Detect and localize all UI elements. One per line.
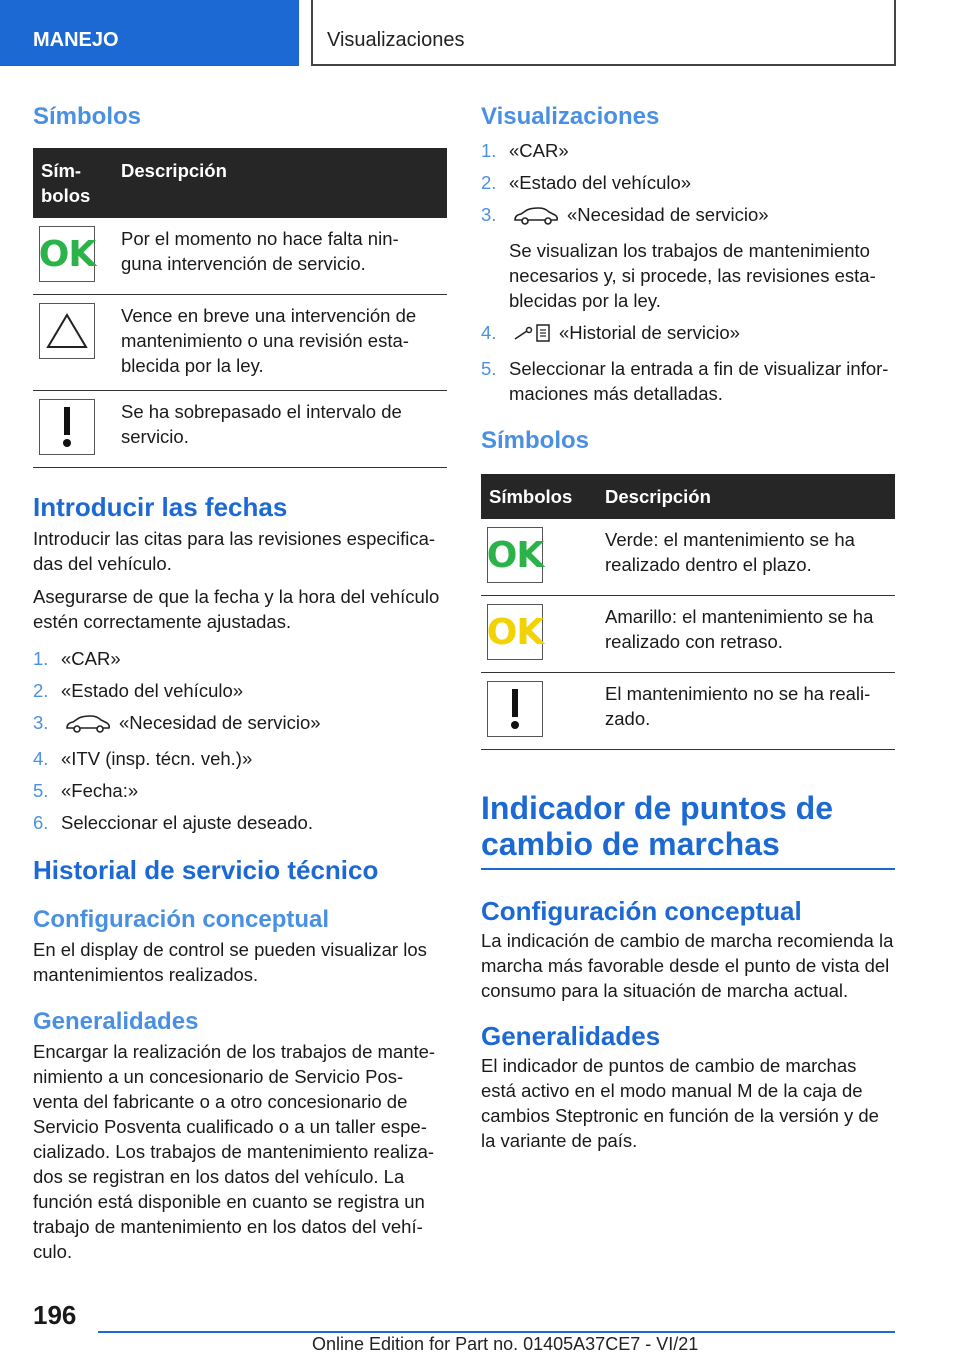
symbols-table-1 (33, 148, 447, 468)
exclamation-icon (487, 681, 543, 737)
table-row (33, 295, 447, 391)
row-description: Vence en breve una intervención de mantenimiento o una revisión esta-blecida por la ley. (113, 295, 447, 391)
list-item (33, 746, 447, 771)
table-row (33, 391, 447, 468)
step-text: «Historial de servicio» (559, 322, 740, 343)
service-history-icon (513, 323, 551, 349)
config-paragraph-2: La indicación de cambio de marcha recomienda la marcha más favorable desde el punto de vista del consumo para la situación de marcha actual. (481, 930, 894, 1001)
list-item (481, 320, 895, 349)
ok-label: OK (486, 611, 544, 653)
chapter-title: Visualizaciones (311, 0, 896, 66)
step-text: «Fecha:» (61, 780, 139, 801)
general-heading-2: Generalidades (481, 1021, 661, 1051)
symbols-table-2 (481, 474, 895, 750)
list-item (33, 710, 447, 739)
row-description: Amarillo: el mantenimiento se ha realizado con retraso. (597, 596, 895, 673)
page-header (0, 0, 960, 66)
list-item (481, 356, 895, 406)
fechas-steps (33, 646, 447, 835)
historial-heading: Historial de servicio técnico (33, 855, 379, 885)
table-header-symbols: Símbolos (481, 474, 597, 519)
step-text: Seleccionar el ajuste deseado. (61, 812, 313, 833)
step-number: 4. (33, 748, 49, 769)
step-number: 2. (481, 172, 497, 193)
fechas-paragraph-1: Introducir las citas para las revisiones especifica-das del vehículo. (33, 528, 436, 574)
section-tab: MANEJO (0, 0, 299, 66)
general-paragraph: Encargar la realización de los trabajos de mante-nimiento a un concesionario de Servicio Pos-venta del fabricante o a otro concesionario de Servicio Posventa cualificado o a un taller espe-cializado. Los trabajos de mantenimiento realiza-dos se registran en los datos del vehículo. La función está disponible en cuanto se registra un trabajo de mantenimiento en los datos del vehí-culo. (33, 1041, 436, 1262)
car-icon (65, 714, 111, 739)
config-heading-2: Configuración conceptual (481, 896, 802, 926)
simbolos-heading: Símbolos (33, 103, 142, 130)
general-heading: Generalidades (33, 1008, 199, 1035)
fechas-paragraph-2: Asegurarse de que la fecha y la hora del vehículo estén correctamente ajustadas. (33, 586, 440, 632)
list-item (481, 170, 895, 195)
warning-triangle-icon (39, 303, 95, 359)
car-icon (513, 206, 559, 231)
page-number: 196 (33, 1300, 77, 1330)
vis-steps (481, 138, 895, 406)
list-item (481, 138, 895, 163)
row-description: El mantenimiento no se ha reali-zado. (597, 673, 895, 750)
right-column (481, 100, 895, 1153)
heading-rule (481, 868, 895, 870)
ok-yellow-icon (487, 604, 543, 660)
table-header-description: Descripción (113, 148, 447, 218)
table-row (481, 519, 895, 596)
step-number: 3. (33, 712, 49, 733)
list-item (33, 810, 447, 835)
step-text: «Necesidad de servicio» (119, 712, 321, 733)
row-description: Por el momento no hace falta nin-guna intervención de servicio. (113, 218, 447, 295)
fechas-heading: Introducir las fechas (33, 492, 288, 522)
config-heading: Configuración conceptual (33, 906, 330, 933)
step-text: «CAR» (509, 140, 569, 161)
step-number: 5. (481, 358, 497, 379)
step-text: «ITV (insp. técn. veh.)» (61, 748, 253, 769)
ok-green-icon (39, 226, 95, 282)
row-description: Se ha sobrepasado el intervalo de servicio. (113, 391, 447, 468)
table-row (33, 218, 447, 295)
step-text: «Estado del vehículo» (509, 172, 692, 193)
step-number: 5. (33, 780, 49, 801)
table-header-symbols: Sím- bolos (33, 148, 113, 218)
table-header-description: Descripción (597, 474, 895, 519)
step-number: 3. (481, 204, 497, 225)
step-text: «Estado del vehículo» (61, 680, 244, 701)
general-paragraph-2: El indicador de puntos de cambio de marchas está activo en el modo manual M de la caja de cambios Steptronic en función de la versión y de la variante de país. (481, 1055, 879, 1151)
step-number: 4. (481, 322, 497, 343)
step-note: Se visualizan los trabajos de mantenimiento necesarios y, si procede, las revisiones esta-blecidas por la ley. (509, 240, 876, 311)
visualizaciones-heading: Visualizaciones (481, 103, 660, 130)
step-number: 1. (481, 140, 497, 161)
edition-text: Online Edition for Part no. 01405A37CE7 - VI/21 (312, 1334, 699, 1354)
list-item (33, 646, 447, 671)
list-item (33, 778, 447, 803)
step-text: «Necesidad de servicio» (567, 204, 769, 225)
row-description: Verde: el mantenimiento se ha realizado dentro el plazo. (597, 519, 895, 596)
list-item (33, 678, 447, 703)
simbolos-heading-2: Símbolos (481, 427, 590, 454)
list-item (481, 202, 895, 313)
ok-green-icon (487, 527, 543, 583)
ok-label: OK (486, 534, 544, 576)
table-row (481, 596, 895, 673)
exclamation-icon (39, 399, 95, 455)
step-number: 1. (33, 648, 49, 669)
step-number: 6. (33, 812, 49, 833)
footer-rule (98, 1331, 895, 1333)
step-text: Seleccionar la entrada a fin de visualizar infor-maciones más detalladas. (509, 358, 889, 404)
indicador-heading: Indicador de puntos de cambio de marchas (481, 790, 834, 862)
left-column (33, 100, 447, 1264)
ok-label: OK (38, 233, 96, 275)
table-row (481, 673, 895, 750)
step-text: «CAR» (61, 648, 121, 669)
step-number: 2. (33, 680, 49, 701)
config-paragraph: En el display de control se pueden visualizar los mantenimientos realizados. (33, 939, 427, 985)
